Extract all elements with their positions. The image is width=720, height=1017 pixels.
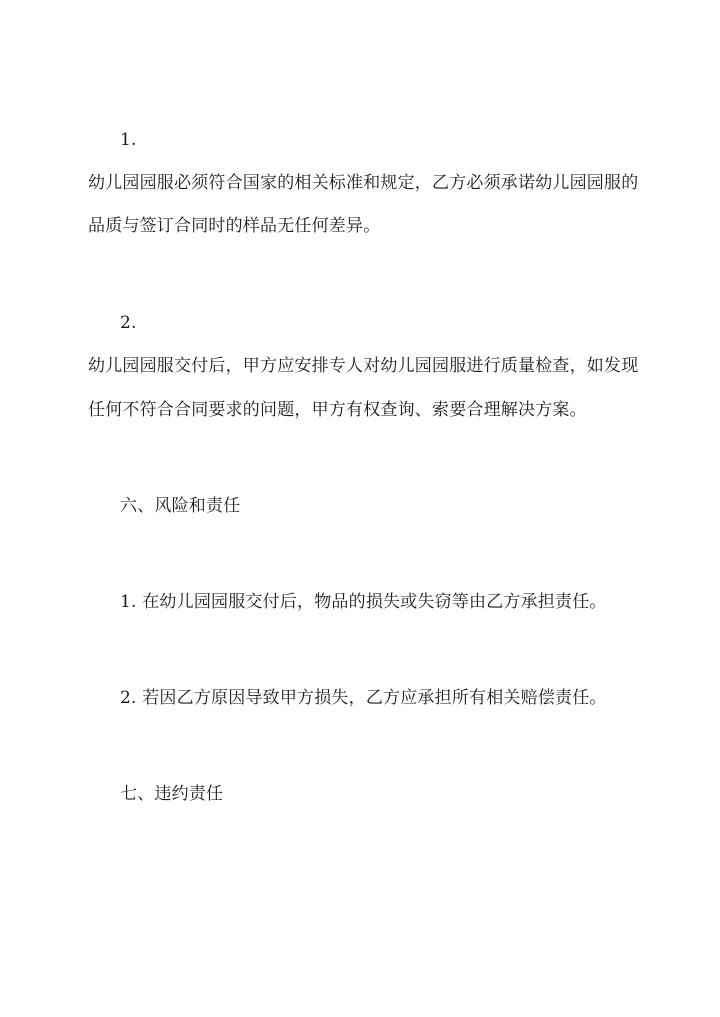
section-7-heading: 七、违约责任 bbox=[120, 784, 224, 804]
section-6-item-1: 1. 在幼儿园园服交付后，物品的损失或失窃等由乙方承担责任。 bbox=[120, 592, 607, 612]
item-2-text-line-1: 幼儿园园服交付后，甲方应安排专人对幼儿园园服进行质量检查，如发现 bbox=[88, 356, 639, 376]
item-1-text-line-1: 幼儿园园服必须符合国家的相关标准和规定，乙方必须承诺幼儿园园服的 bbox=[88, 173, 639, 193]
item-1-text-line-2: 品质与签订合同时的样品无任何差异。 bbox=[88, 216, 381, 236]
section-6-item-2: 2. 若因乙方原因导致甲方损失，乙方应承担所有相关赔偿责任。 bbox=[120, 688, 607, 708]
item-2-text-line-2: 任何不符合合同要求的问题，甲方有权查询、索要合理解决方案。 bbox=[88, 400, 587, 420]
item-1-number: 1. bbox=[120, 130, 137, 150]
section-6-heading: 六、风险和责任 bbox=[120, 496, 241, 516]
item-2-number: 2. bbox=[120, 313, 137, 333]
